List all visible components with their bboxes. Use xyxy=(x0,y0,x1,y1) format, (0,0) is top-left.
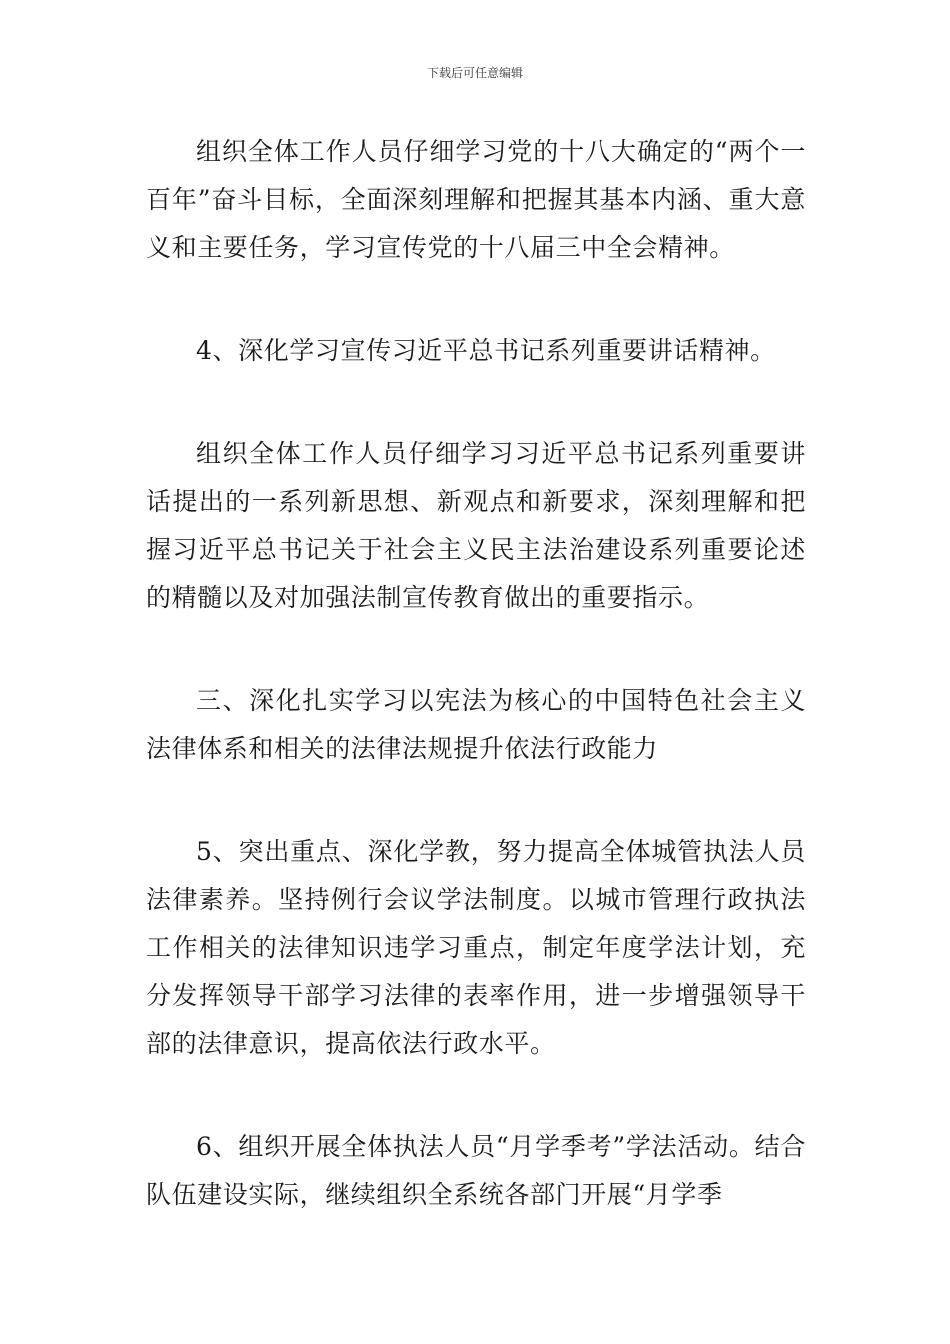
page-header: 下载后可任意编辑 xyxy=(426,66,523,80)
paragraph-two-centenary-goals: 组织全体工作人员仔细学习党的十八大确定的“两个一百年”奋斗目标，全面深刻理解和把握其基本内涵、重大意义和主要任务，学习宣传党的十八届三中全会精神。 xyxy=(146,137,806,262)
paragraph-section-3-heading: 三、深化扎实学习以宪法为核心的中国特色社会主义法律体系和相关的法律法规提升依法行政能力 xyxy=(146,686,806,763)
paragraph-important-speeches: 组织全体工作人员仔细学习习近平总书记系列重要讲话提出的一系列新思想、新观点和新要求，深刻理解和把握习近平总书记关于社会主义民主法治建设系列重要论述的精髓以及对加强法制宣传教育做出的重要指示。 xyxy=(146,439,806,612)
paragraph-item-6: 6、组织开展全体执法人员“月学季考”学法活动。结合队伍建设实际，继续组织全系统各部门开展“月学季 xyxy=(146,1132,806,1209)
document-body xyxy=(146,128,806,1219)
paragraph-item-4-heading: 4、深化学习宣传习近平总书记系列重要讲话精神。 xyxy=(196,336,776,365)
paragraph-item-5: 5、突出重点、深化学教，努力提高全体城管执法人员法律素养。坚持例行会议学法制度。以城市管理行政执法工作相关的法律知识违学习重点，制定年度学法计划，充分发挥领导干部学习法律的表率作用，进一步增强领导干部的法律意识，提高依法行政水平。 xyxy=(146,837,806,1058)
